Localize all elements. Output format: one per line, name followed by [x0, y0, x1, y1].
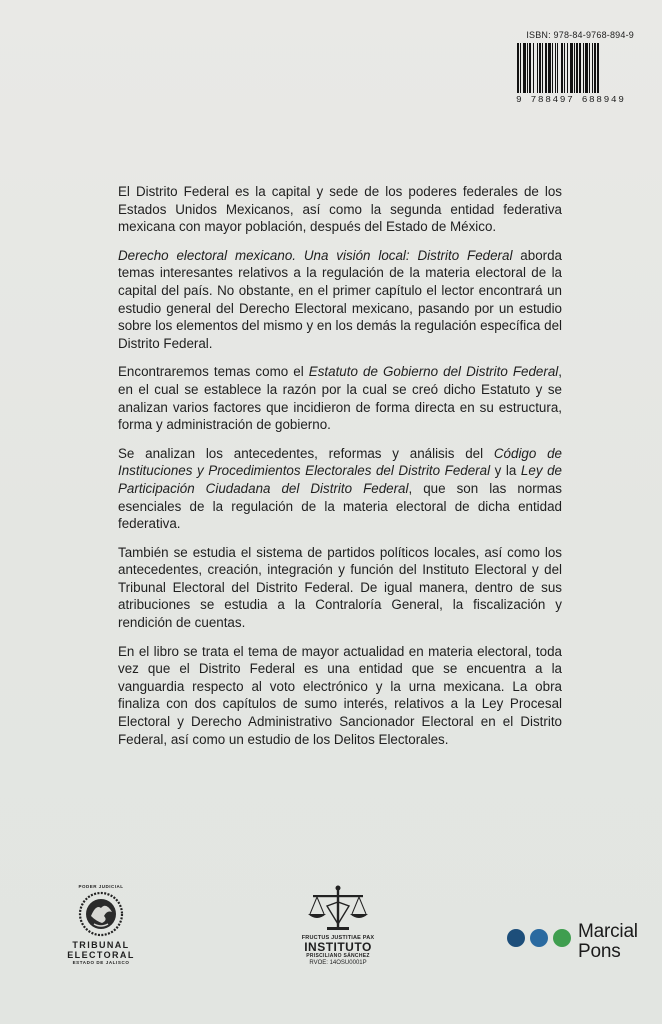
publisher-line-1: Marcial — [578, 921, 638, 942]
barcode-digits: 9 788497 688949 — [516, 94, 626, 105]
instituto-logo — [298, 884, 378, 966]
text-run: , que son las normas esenciales de la regulación de la materia electoral de dicha entidad federativa. — [118, 480, 562, 532]
italic-title: Ley de Participación Ciudadana del Distrito Federal — [118, 463, 562, 496]
italic-title: Código de Instituciones y Procedimientos Electorales del Distrito Federal — [118, 445, 562, 479]
text-run: , en el cual se establece la razón por la cual se creó dicho Estatuto y se analizan varios factores que incidieron de forma directa en su estructura, forma y administración de gobierno. — [118, 364, 562, 433]
blurb-paragraph — [118, 445, 562, 533]
tribunal-line-1: TRIBUNAL — [72, 940, 130, 950]
text-run: y la — [490, 463, 521, 479]
blurb-paragraph — [118, 363, 562, 433]
tribunal-top-text: PODER JUDICIAL — [78, 884, 124, 889]
isbn-label: ISBN: 978-84-9768-894-9 — [526, 30, 634, 40]
text-run: Se analizan los antecedentes, reformas y análisis del — [118, 445, 494, 461]
barcode-icon — [516, 43, 634, 93]
text-run: También se estudia el sistema de partidos políticos locales, así como los antecedentes, creación, integración y función del Instituto Electoral y del Tribunal Electoral del Distrito Federal. De igual manera, dentro de sus atribuciones se estudia a la Contraloría General, la fiscalización y rendición de cuentas. — [118, 544, 562, 631]
publisher-line-2: Pons — [578, 941, 621, 962]
mexican-eagle-seal-icon — [76, 890, 126, 938]
italic-title: Estatuto de Gobierno del Distrito Federal — [308, 364, 559, 380]
tribunal-line-2: ELECTORAL — [67, 950, 135, 960]
back-cover-blurb — [118, 183, 562, 759]
marcial-pons-wordmark — [578, 922, 638, 962]
instituto-rvoe: RVOE: 14OSU0001P — [309, 960, 367, 966]
text-run: Encontraremos temas como el — [118, 364, 309, 380]
scales-of-justice-icon — [305, 884, 371, 934]
text-run: El Distrito Federal es la capital y sede de los poderes federales de los Estados Unidos Mexicanos, así como la segunda entidad federativa mexicana con mayor población, después del Estado de México. — [118, 184, 562, 235]
publisher-dot — [507, 929, 525, 947]
italic-title: Derecho electoral mexicano. Una visión local: Distrito Federal — [118, 247, 513, 263]
blurb-paragraph — [118, 183, 562, 236]
tribunal-electoral-logo — [64, 884, 138, 965]
tribunal-bottom-text: ESTADO DE JALISCO — [72, 960, 130, 965]
publisher-dot — [553, 929, 571, 947]
publisher-dot — [530, 929, 548, 947]
instituto-name: INSTITUTO — [304, 940, 372, 954]
instituto-motto: FRUCTUS JUSTITIAE PAX — [301, 935, 375, 941]
blurb-paragraph — [118, 643, 562, 749]
blurb-paragraph — [118, 247, 562, 353]
marcial-pons-dots-icon — [506, 928, 574, 948]
marcial-pons-logo — [506, 922, 656, 966]
instituto-subname: PRISCILIANO SÁNCHEZ — [306, 953, 370, 959]
text-run: aborda temas interesantes relativos a la regulación de la materia electoral de la capital del país. No obstante, en el primer capítulo el lector encontrará un estudio general del Derecho Electoral mexicano, pasando por un estudio sobre los elementos del mismo y en los demás la regulación específica del Distrito Federal. — [118, 247, 562, 351]
text-run: En el libro se trata el tema de mayor actualidad en materia electoral, toda vez que el Distrito Federal es una entidad que se encuentra a la vanguardia respecto al voto electrónico y la urna mexicana. La obra finaliza con dos capítulos de sumo interés, relativos a la Ley Procesal Electoral y Derecho Administrativo Sancionador Electoral en el Distrito Federal, así como un estudio de los Delitos Electorales. — [118, 643, 562, 747]
isbn-barcode-block — [516, 30, 634, 105]
blurb-paragraph — [118, 544, 562, 632]
